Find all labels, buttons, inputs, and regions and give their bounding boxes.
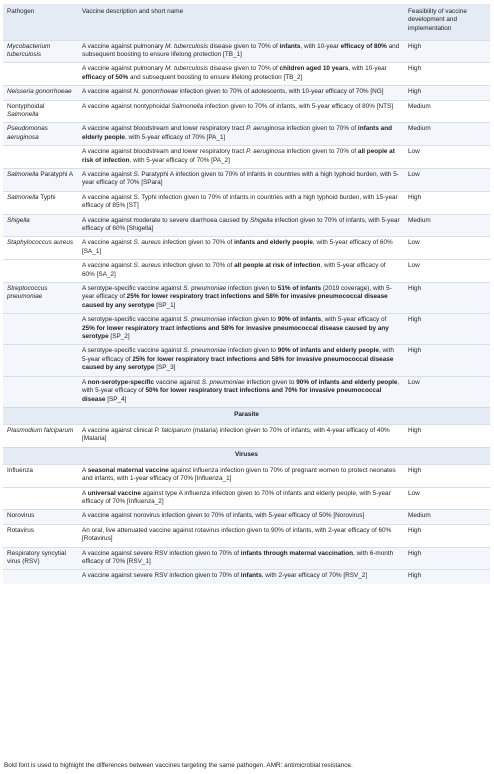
description-cell: A vaccine against severe RSV infection given to 70% of infants through maternal vaccination, with 6-month efficacy of 70% [RSV_1]: [78, 547, 404, 570]
feasibility-cell: Low: [404, 260, 490, 283]
pathogen-cell: Streptococcus pneumoniae: [3, 283, 78, 314]
table-body-bacteria: [3, 40, 490, 584]
header-feasibility: Feasibility of vaccine development and implementation: [408, 8, 467, 32]
table-row: [3, 464, 490, 487]
feasibility-cell: High: [404, 40, 490, 63]
table-row: [3, 191, 490, 214]
section-header-viruses: [3, 447, 490, 464]
table-footnote: Bold font is used to highlight the differences between vaccines targeting the same pathogen. AMR: antimicrobial resistance.: [4, 762, 353, 769]
feasibility-cell: Medium: [404, 100, 490, 123]
pathogen-cell: [3, 100, 78, 123]
pathogen-cell: [3, 191, 78, 214]
table-row: [3, 510, 490, 524]
feasibility-cell: Low: [404, 146, 490, 169]
table-row: [3, 146, 490, 169]
description-cell: A vaccine against S. aureus infection given to 70% of all people at risk of infection, with 5-year efficacy of 60% [SA_2]: [78, 260, 404, 283]
table-row: [3, 376, 490, 407]
pathogen-cell: [3, 487, 78, 510]
feasibility-cell: High: [404, 86, 490, 100]
table-row: [3, 214, 490, 237]
table-row: [3, 100, 490, 123]
feasibility-cell: High: [404, 547, 490, 570]
feasibility-cell: High: [404, 63, 490, 86]
table-row: [3, 570, 490, 584]
feasibility-cell: Low: [404, 237, 490, 260]
description-cell: A vaccine against nontyphoidal Salmonella infection given to 70% of infants, with 5-year efficacy of 80% [NTS]: [78, 100, 404, 123]
description-cell: A vaccine against bloodstream and lower respiratory tract P. aeruginosa infection given to 70% of all people at risk of infection, with 5-year efficacy of 70% [PA_2]: [78, 146, 404, 169]
header-vaccine-description: Vaccine description and short name: [82, 8, 184, 15]
pathogen-cell: Respiratory syncytial virus (RSV): [3, 547, 78, 570]
pathogen-cell: [3, 168, 78, 191]
pathogen-cell: [3, 345, 78, 376]
feasibility-cell: High: [404, 464, 490, 487]
description-cell: A vaccine against S. aureus infection given to 70% of infants and elderly people, with 5-year efficacy of 60% [SA_1]: [78, 237, 404, 260]
table-row: [3, 123, 490, 146]
header-pathogen: Pathogen: [7, 8, 35, 15]
pathogen-cell: Pseudomonas aeruginosa: [3, 123, 78, 146]
table-row: [3, 424, 490, 447]
pathogen-cell: [3, 314, 78, 345]
pathogen-cell: [3, 146, 78, 169]
feasibility-cell: Low: [404, 487, 490, 510]
description-cell: A vaccine against S. Paratyphi A infection given to 70% of infants in countries with a high typhoid burden, with 5-year efficacy of 70% [SPara]: [78, 168, 404, 191]
description-cell: An oral, live attenuated vaccine against rotavirus infection given to 90% of infants, with 2-year efficacy of 60% [Rotavirus]: [78, 524, 404, 547]
pathogen-cell: [3, 570, 78, 584]
feasibility-cell: Low: [404, 376, 490, 407]
table-row: [3, 63, 490, 86]
pathogen-cell: Plasmodium falciparum: [3, 424, 78, 447]
pathogen-cell: Norovirus: [3, 510, 78, 524]
pathogen-cell: Rotavirus: [3, 524, 78, 547]
feasibility-cell: High: [404, 191, 490, 214]
description-cell: A vaccine against severe RSV infection given to 70% of infants, with 2-year efficacy of 70% [RSV_2]: [78, 570, 404, 584]
table-row: [3, 237, 490, 260]
section-header-parasite: [3, 407, 490, 424]
description-cell: A vaccine against pulmonary M. tuberculosis disease given to 70% of infants, with 10-year efficacy of 80% and subsequent boosting to ensure lifelong protection [TB_1]: [78, 40, 404, 63]
section-title: Viruses: [3, 447, 490, 464]
table-row: [3, 345, 490, 376]
feasibility-cell: High: [404, 424, 490, 447]
feasibility-cell: High: [404, 345, 490, 376]
table-row: [3, 487, 490, 510]
feasibility-cell: Medium: [404, 123, 490, 146]
description-cell: A seasonal maternal vaccine against influenza infection given to 70% of pregnant women to protect neonates and infants, with 1-year efficacy of 70% [Influenza_1]: [78, 464, 404, 487]
table-row: [3, 86, 490, 100]
pathogen-text: Nontyphoidal Salmonella: [7, 102, 45, 118]
table-header-row: [3, 4, 490, 40]
pathogen-text: Salmonella Paratyphi A: [7, 170, 74, 178]
description-cell: A serotype-specific vaccine against S. pneumoniae infection given to 51% of infants (2019 coverage), with 5-year efficacy of 25% for lower respiratory tract infections and 58% for invasive pneumococcal disease caused by any serotype [SP_1]: [78, 283, 404, 314]
feasibility-cell: Medium: [404, 214, 490, 237]
feasibility-cell: High: [404, 283, 490, 314]
pathogen-cell: Neisseria gonorrhoeae: [3, 86, 78, 100]
table-row: [3, 283, 490, 314]
description-cell: A vaccine against clinical P. falciparum (malaria) infection given to 70% of infants, with 4-year efficacy of 40% [Malaria]: [78, 424, 404, 447]
pathogen-cell: Staphylococcus aureus: [3, 237, 78, 260]
table-row: [3, 314, 490, 345]
table-row: [3, 547, 490, 570]
feasibility-cell: High: [404, 524, 490, 547]
table-row: [3, 260, 490, 283]
description-cell: A serotype-specific vaccine against S. pneumoniae infection given to 90% of infants, with 5-year efficacy of 25% for lower respiratory tract infections and 58% for invasive pneumococcal disease caused by any serotype [SP_2]: [78, 314, 404, 345]
table-row: [3, 524, 490, 547]
pathogen-cell: [3, 376, 78, 407]
description-cell: A vaccine against S. Typhi infection given to 70% of infants in countries with a high typhoid burden, with 15-year efficacy of 85% [ST]: [78, 191, 404, 214]
pathogen-cell: Shigella: [3, 214, 78, 237]
description-cell: A vaccine against norovirus infection given to 70% of infants, with 5-year efficacy of 50% [Norovirus]: [78, 510, 404, 524]
feasibility-cell: Low: [404, 168, 490, 191]
description-cell: A non-serotype-specific vaccine against S. pneumoniae infection given to 90% of infants and elderly people, with 5-year efficacy of 50% for lower respiratory tract infections and 70% for invasive pneumococcal disease [SP_4]: [78, 376, 404, 407]
pathogen-text: Salmonella Typhi: [7, 193, 56, 201]
pathogen-cell: [3, 63, 78, 86]
pathogen-cell: [3, 260, 78, 283]
feasibility-cell: Medium: [404, 510, 490, 524]
description-cell: A universal vaccine against type A influenza infection given to 70% of infants and elderly people, with 5-year efficacy of 70% [Influenza_2]: [78, 487, 404, 510]
table-row: [3, 168, 490, 191]
feasibility-cell: High: [404, 570, 490, 584]
section-title: Parasite: [3, 407, 490, 424]
description-cell: A vaccine against bloodstream and lower respiratory tract P. aeruginosa infection given to 70% of infants and elderly people, with 5-year efficacy of 70% [PA_1]: [78, 123, 404, 146]
pathogen-cell: Influenza: [3, 464, 78, 487]
pathogen-cell: Mycobacterium tuberculosis: [3, 40, 78, 63]
description-cell: A vaccine against pulmonary M. tuberculosis disease given to 70% of children aged 10 years, with 10-year efficacy of 50% and subsequent boosting to ensure lifelong protection [TB_2]: [78, 63, 404, 86]
description-cell: A serotype-specific vaccine against S. pneumoniae infection given to 90% of infants and elderly people, with 5-year efficacy of 25% for lower respiratory tract infections and 58% for invasive pneumococcal disease caused by any serotype [SP_3]: [78, 345, 404, 376]
table-row: [3, 40, 490, 63]
vaccine-table: [3, 4, 490, 584]
feasibility-cell: High: [404, 314, 490, 345]
description-cell: A vaccine against moderate to severe diarrhoea caused by Shigella infection given to 70% of infants, with 5-year efficacy of 60% [Shigella]: [78, 214, 404, 237]
description-cell: A vaccine against N. gonorrhoeae infection given to 70% of adolescents, with 10-year efficacy of 70% [NG]: [78, 86, 404, 100]
